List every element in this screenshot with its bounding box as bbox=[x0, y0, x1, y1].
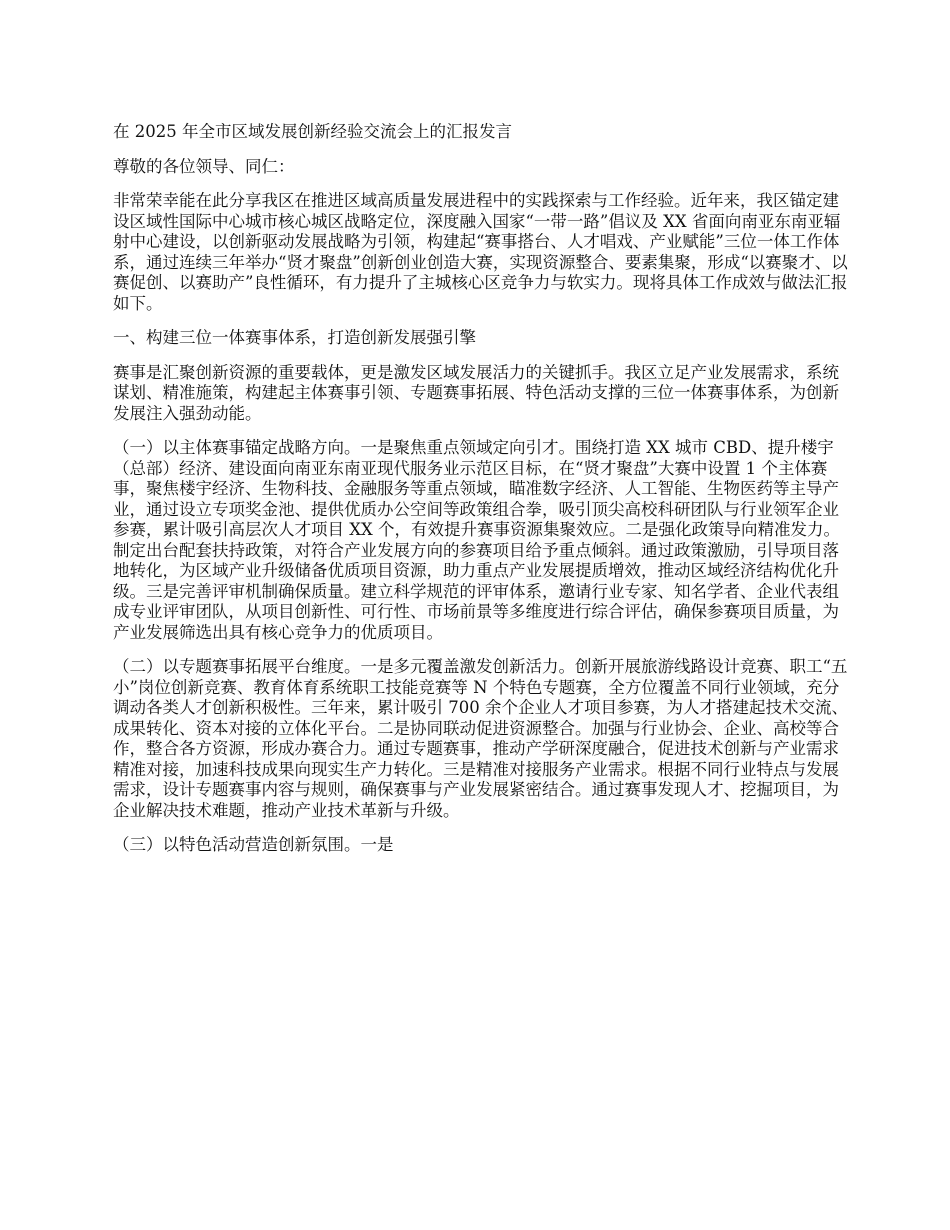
paragraph-section-1: 赛事是汇聚创新资源的重要载体，更是激发区域发展活力的关键抓手。我区立足产业发展需求，系统谋划、精准施策，构建起主体赛事引领、专题赛事拓展、特色活动支撑的三位一体赛事体系，为创新发展注入强劲动能。 bbox=[113, 362, 839, 423]
salutation: 尊敬的各位领导、同仁： bbox=[113, 156, 295, 176]
paragraph-subsection-2: （二）以专题赛事拓展平台维度。一是多元覆盖激发创新活力。创新开展旅游线路设计竞赛、职工“五小”岗位创新竞赛、教育体育系统职工技能竞赛等 N 个特色专题赛，全方位覆盖不同行业领域，充分调动各类人才创新积极性。三年来，累计吸引 700 余个企业人才项目参赛，为人才搭建起技术交流、成果转化、资本对接的立体化平台。二是协同联动促进资源整合。加强与行业协会、企业、高校等合作，整合各方资源，形成办赛合力。通过专题赛事，推动产学研深度融合，促进技术创新与产业需求精准对接，加速科技成果向现实生产力转化。三是精准对接服务产业需求。根据不同行业特点与发展需求，设计专题赛事内容与规则，确保赛事与产业发展紧密结合。通过赛事发现人才、挖掘项目，为企业解决技术难题，推动产业技术革新与升级。 bbox=[113, 657, 848, 820]
paragraph-intro: 非常荣幸能在此分享我区在推进区域高质量发展进程中的实践探索与工作经验。近年来，我区锚定建设区域性国际中心城市核心城区战略定位，深度融入国家“一带一路”倡议及 XX 省面向南亚东南亚辐射中心建设，以创新驱动发展战略为引领，构建起“赛事搭台、人才唱戏、产业赋能”三位一体工作体系，通过连续三年举办“贤才聚盘”创新创业创造大赛，实现资源整合、要素集聚，形成“以赛聚才、以赛促创、以赛助产”良性循环，有力提升了主城核心区竞争力与软实力。现将具体工作成效与做法汇报如下。 bbox=[113, 191, 848, 313]
document-page bbox=[113, 122, 848, 870]
document-title: 在 2025 年全市区域发展创新经验交流会上的汇报发言 bbox=[113, 122, 512, 141]
paragraph-subsection-3: （三）以特色活动营造创新氛围。一是 bbox=[113, 835, 394, 854]
paragraph-subsection-1: （一）以主体赛事锚定战略方向。一是聚焦重点领域定向引才。围绕打造 XX 城市 CBD、提升楼宇（总部）经济、建设面向南亚东南亚现代服务业示范区目标，在“贤才聚盘”大赛中设置 1 个主体赛事，聚焦楼宇经济、生物科技、金融服务等重点领域，瞄准数字经济、人工智能、生物医药等主导产业，通过设立专项奖金池、提供优质办公空间等政策组合拳，吸引顶尖高校科研团队与行业领军企业参赛，累计吸引高层次人才项目 XX 个，有效提升赛事资源集聚效应。二是强化政策导向精准发力。制定出台配套扶持政策，对符合产业发展方向的参赛项目给予重点倾斜。通过政策激励，引导项目落地转化，为区域产业升级储备优质项目资源，助力重点产业发展提质增效，推动区域经济结构优化升级。三是完善评审机制确保质量。建立科学规范的评审体系，邀请行业专家、知名学者、企业代表组成专业评审团队，从项目创新性、可行性、市场前景等多维度进行综合评估，确保参赛项目质量，为产业发展筛选出具有核心竞争力的优质项目。 bbox=[113, 438, 840, 642]
section-heading-1: 一、构建三位一体赛事体系，打造创新发展强引擎 bbox=[113, 328, 476, 347]
